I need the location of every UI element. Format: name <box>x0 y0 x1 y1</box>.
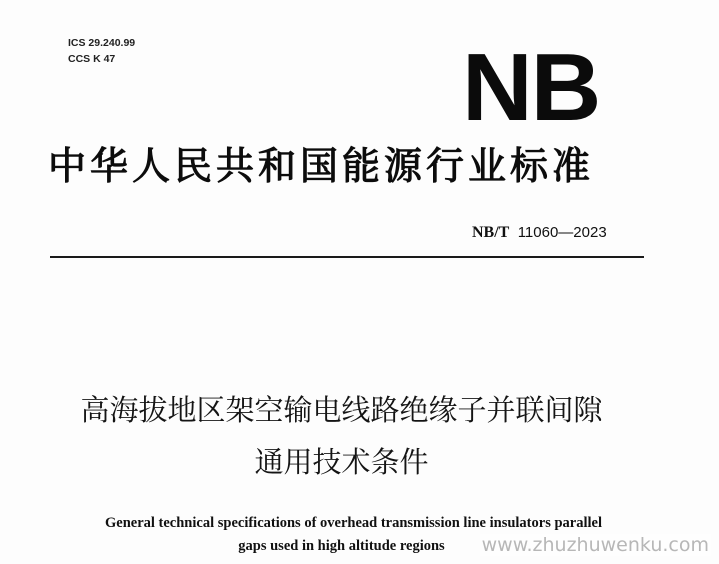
nb-logo: NB <box>462 34 600 141</box>
ics-code: ICS 29.240.99 <box>68 37 136 49</box>
standard-category-title: 中华人民共和国能源行业标准 <box>48 144 595 188</box>
title-cn-line1: 高海拔地区架空输电线路绝缘子并联间隙 <box>80 393 603 427</box>
header-divider <box>50 256 644 258</box>
standard-number-value: 11060—2023 <box>517 224 607 241</box>
title-cn-line2: 通用技术条件 <box>254 445 429 479</box>
standard-number-prefix: NB/T <box>472 224 510 241</box>
classification-codes <box>68 35 135 67</box>
title-en-line2: gaps used in high altitude regions <box>238 538 445 554</box>
ccs-code: CCS K 47 <box>68 53 116 65</box>
title-en-line1: General technical specifications of overhead transmission line insulators parallel <box>104 515 602 531</box>
standard-number <box>472 224 607 242</box>
watermark: www.zhuzhuwenku.com <box>481 534 709 556</box>
